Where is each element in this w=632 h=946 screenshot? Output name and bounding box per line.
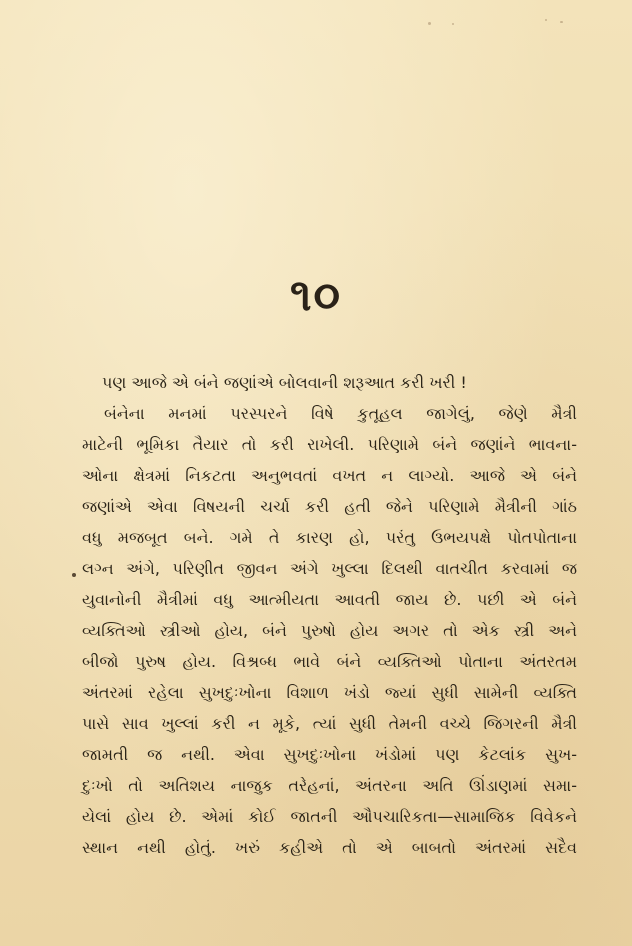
text-line: લગ્ન અંગે, પરિણીત જીવન અંગે ખુલ્લા દિલથી વાતચીત કરવામાં જ — [82, 559, 577, 578]
chapter-body-paragraph — [82, 367, 577, 863]
text-line: જણાંએ એવા વિષયની ચર્ચા કરી હતી જેને પરિણામે મૈત્રીની ગાંઠ — [82, 497, 577, 516]
text-line: યેલાં હોય છે. એમાં કોઈ જાતની ઔપચારિકતા—સામાજિક વિવેકને — [82, 807, 577, 826]
margin-mark — [72, 573, 76, 577]
text-line: સ્થાન નથી હોતું. ખરું કહીએ તો એ બાબતો અંતરમાં સદૈવ — [82, 838, 577, 857]
text-line: ઓના ક્ષેત્રમાં નિકટતા અનુભવતાં વખત ન લાગ્યો. આજે એ બંને — [82, 466, 577, 485]
paper-speck — [428, 22, 431, 25]
text-line: પણ આજે એ બંને જણાંએ બોલવાની શરૂઆત કરી ખરી ! — [102, 373, 467, 392]
text-line: વ્યક્તિઓ સ્ત્રીઓ હોય, બંને પુરુષો હોય અગર તો એક સ્ત્રી અને — [82, 621, 577, 640]
text-line: બીજો પુરુષ હોય. વિશ્રબ્ધ ભાવે બંને વ્યક્તિઓ પોતાના અંતરતમ — [82, 652, 577, 671]
paper-speck — [560, 21, 563, 23]
text-line: યુવાનોની મૈત્રીમાં વધુ આત્મીયતા આવતી જાય છે. પછી એ બંને — [82, 590, 577, 609]
paper-speck — [545, 19, 547, 21]
text-line: દુઃખો તો અતિશય નાજુક તરેહનાં, અંતરના અતિ ઊંડાણમાં સમા- — [82, 776, 577, 795]
text-line: અંતરમાં રહેલા સુખદુઃખોના વિશાળ ખંડો જ્યાં સુધી સામેની વ્યક્તિ — [82, 683, 577, 702]
chapter-number: ૧૦ — [289, 270, 343, 321]
text-line: વધુ મજબૂત બને. ગમે તે કારણ હો, પરંતુ ઉભયપક્ષે પોતપોતાના — [82, 528, 577, 547]
text-line: માટેની ભૂમિકા તૈયાર તો કરી રાખેલી. પરિણામે બંને જણાંને ભાવના- — [82, 435, 577, 454]
text-line: પાસે સાવ ખુલ્લાં કરી ન મૂકે, ત્યાં સુધી તેમની વચ્ચે જિગરની મૈત્રી — [82, 714, 577, 733]
paper-speck — [452, 23, 454, 25]
text-line: બંનેના મનમાં પરસ્પરને વિષે કુતૂહલ જાગેલું, જેણે મૈત્રી — [104, 404, 577, 423]
text-line: જામતી જ નથી. એવા સુખદુઃખોના ખંડોમાં પણ કેટલાંક સુખ- — [82, 745, 577, 764]
